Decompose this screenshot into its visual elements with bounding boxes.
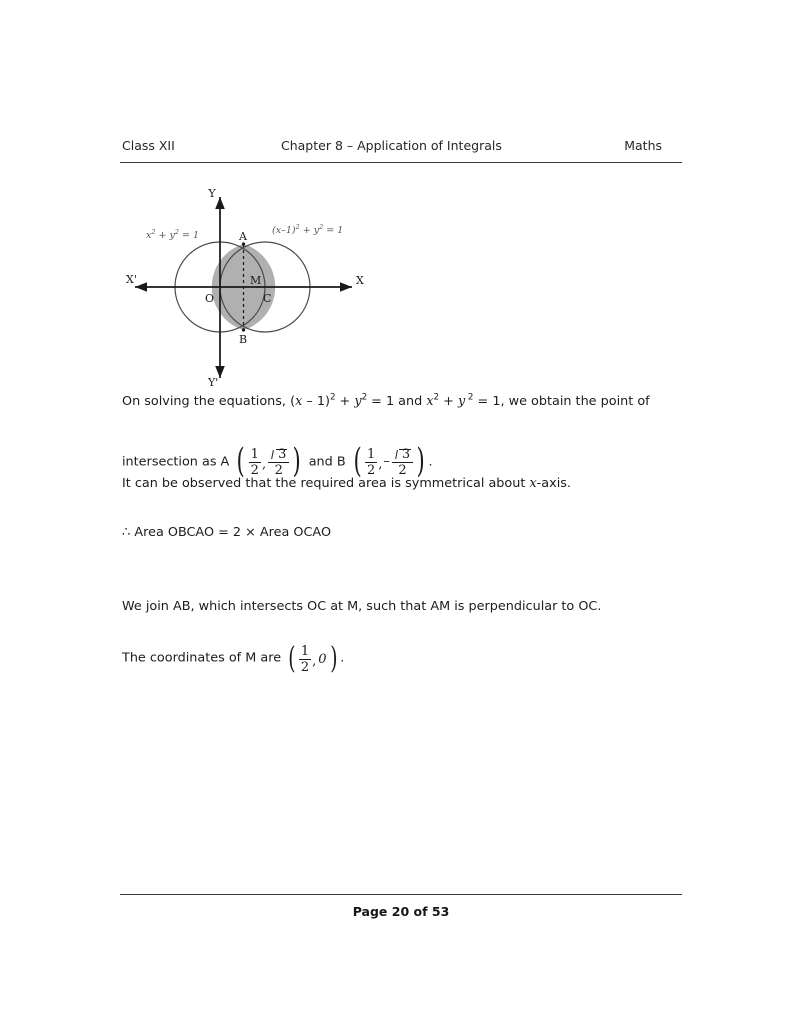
paragraph-join-ab [122,597,601,617]
denominator: 2 [398,463,407,479]
variable-x: x [295,394,303,409]
paragraph-solving-equations [122,392,650,412]
figure-svg [120,185,400,390]
fraction-m-x [298,645,312,675]
denominator: 2 [300,660,310,676]
point-b-marker [242,328,245,331]
radicand: 3 [401,447,411,462]
text-segment: We join AB, which intersects OC at M, such that AM is perpendicular to OC. [122,599,602,614]
text-segment: . [428,454,433,470]
sqrt-icon [394,447,411,461]
left-paren-icon: ( [288,641,296,677]
variable-x: x [529,476,537,491]
circles-intersection-figure [120,185,400,390]
variable-y: y [457,394,466,409]
sqrt-icon [270,447,287,461]
text-segment: -axis. [536,476,571,491]
equation-label-right-circle: $(x-1)^2 + y^2 = 1$ [272,223,344,236]
coordinate-pair-m [286,641,339,677]
text-segment: + [439,394,458,409]
left-paren-icon: ( [236,441,246,482]
right-paren-icon: ) [292,441,302,482]
denominator: 2 [366,462,376,478]
point-label-c: C [263,292,272,305]
text-segment: The coordinates of M are [122,650,282,666]
axis-label-y-positive: Y [208,187,216,200]
text-segment: = 1 and [367,394,427,409]
radicand: 3 [278,447,287,462]
text-segment: intersection as A [122,454,230,470]
coordinate-separator: , [312,654,317,670]
fraction-b-y [391,447,414,478]
axis-label-y-negative: Y' [208,376,219,389]
header-subject-label: Maths [624,138,662,153]
paren-group-a [234,441,303,482]
point-label-a: A [239,230,247,243]
paragraph-symmetry-note [122,474,571,494]
paren-group-b [351,441,428,482]
denominator: 2 [250,462,259,478]
coordinate-separator: , [261,457,267,473]
fraction-b-x [364,448,378,478]
text-segment: + [335,394,355,409]
right-paren-icon: ) [416,441,425,482]
page-header [122,138,680,158]
point-label-b: B [238,333,248,346]
point-label-m: M [250,274,262,287]
text-segment: = 1, we obtain the point of [473,394,650,409]
numerator: 1 [300,644,310,659]
numerator [268,447,289,461]
minus-sign: – [383,454,390,470]
fraction-a-y [267,447,290,478]
numerator: 1 [366,446,376,462]
axis-label-x-positive: X [356,274,364,287]
exponent: 2 [329,392,336,403]
text-segment: Area OBCAO = 2 × Area OCAO [130,525,332,540]
header-class-label: Class XII [122,138,175,153]
variable-x: x [426,394,434,409]
paren-group-m [286,641,339,677]
fraction-a-x [248,448,262,478]
variable-y: y [354,394,362,409]
right-paren-icon: ) [329,641,338,677]
coordinate-separator: , [378,457,383,473]
paragraph-area-relation [122,523,331,543]
axis-label-x-negative: X' [126,273,137,286]
exponent: 2 [433,392,440,403]
point-label-o: O [204,292,214,305]
footer-page-number: Page 20 of 53 [352,904,450,919]
left-paren-icon: ( [353,441,362,482]
footer-divider [120,894,682,895]
numerator: 1 [250,446,259,462]
paragraph-coordinates-of-m [122,641,345,677]
text-segment: and B [308,454,346,470]
exponent: 2 [361,392,368,403]
therefore-symbol: ∴ [122,525,131,540]
header-chapter-title: Chapter 8 – Application of Integrals [281,138,502,153]
numerator [392,447,413,461]
equation-label-left-circle: $x^2 + y^2 = 1$ [146,228,200,241]
denominator: 2 [274,463,283,479]
header-divider [120,162,682,163]
exponent: 2 [465,392,474,403]
text-segment: On solving the equations, ( [122,394,296,409]
coordinate-m-y: 0 [318,651,327,667]
text-segment: It can be observed that the required area is symmetrical about [122,476,530,491]
text-segment: . [340,650,345,666]
text-segment: – 1) [302,394,330,409]
